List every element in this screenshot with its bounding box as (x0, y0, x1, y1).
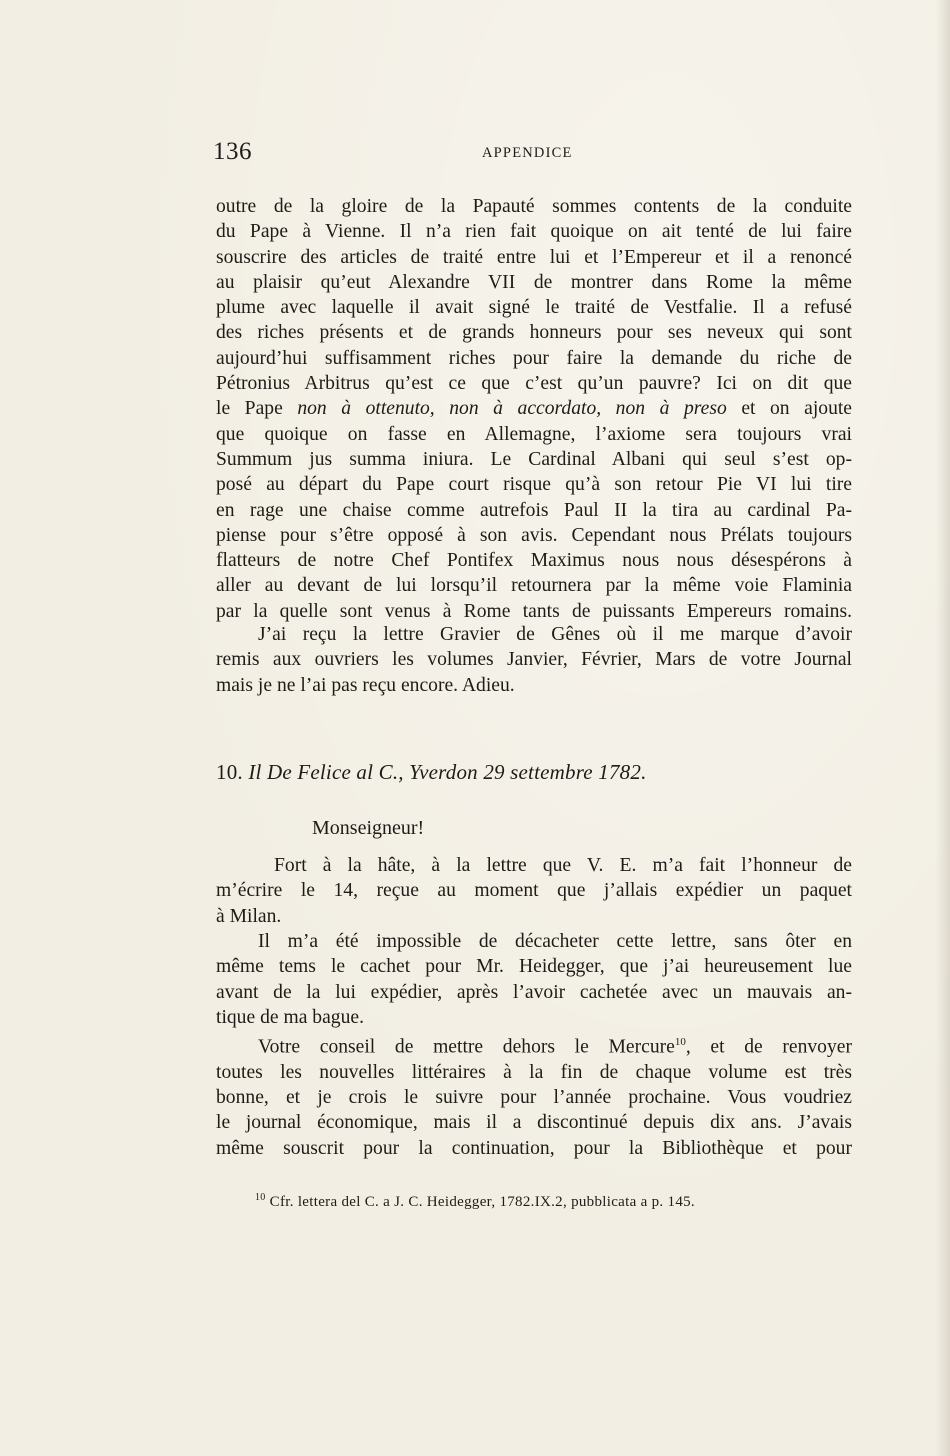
text-line: Pétronius Arbitrus qu’est ce que c’est qu’un pauvre? Ici on dit que (216, 373, 852, 395)
italic-phrase: non à ottenuto, non à accordato, non à preso (297, 398, 727, 420)
text-segment: le Pape (216, 398, 283, 420)
text-line: outre de la gloire de la Papauté sommes contents de la conduite (216, 196, 852, 217)
text-line: remis aux ouvriers les volumes Janvier, Février, Mars de votre Journal (216, 649, 852, 671)
text-line: m’écrire le 14, reçue au moment que j’allais expédier un paquet (216, 880, 852, 902)
text-line: aujourd’hui suffisamment riches pour faire la demande du riche de (216, 347, 852, 369)
salutation: Monseigneur! (312, 817, 425, 839)
text-line: posé au départ du Pape court risque qu’à son retour Pie VI lui tire (216, 474, 852, 496)
text-line: Il m’a été impossible de décacheter cette lettre, sans ôter en (258, 931, 852, 952)
text-line-with-footnote (216, 1030, 852, 1060)
running-head: APPENDICE (482, 145, 573, 161)
page-number: 136 (213, 138, 252, 165)
text-line: avant de la lui expédier, après l’avoir cachetée avec un mauvais an- (216, 981, 852, 1003)
page-edge-shadow (936, 0, 950, 1456)
text-line: flatteurs de notre Chef Pontifex Maximus nous nous désespérons à (216, 550, 852, 572)
text-segment: et on ajoute (741, 398, 853, 420)
text-line: aller au devant de lui lorsqu’il retournera par la même voie Flaminia (216, 575, 852, 597)
footnote-marker: 10 (255, 1192, 266, 1203)
footnote-text: Cfr. lettera del C. a J. C. Heidegger, 1782.IX.2, pubblicata a p. 145. (269, 1194, 695, 1210)
text-line: Summum jus summa iniura. Le Cardinal Albani qui seul s’est op- (216, 448, 852, 470)
footnote (255, 1192, 695, 1211)
text-line: tique de ma bague. (216, 1006, 364, 1028)
text-line: mais je ne l’ai pas reçu encore. Adieu. (216, 674, 515, 696)
text-segment: Votre conseil de mettre dehors le Mercure (258, 1036, 675, 1058)
paragraph (216, 622, 852, 698)
text-line: bonne, et je crois le suivre pour l’année prochaine. Vous voudriez (216, 1087, 852, 1109)
paragraph-continuation (216, 194, 852, 624)
text-line: au plaisir qu’eut Alexandre VII de montrer dans Rome la même (216, 271, 852, 293)
text-line: souscrire des articles de traité entre lui et l’Empereur et il a renoncé (216, 246, 852, 268)
text-line: le journal économique, mais il a discontinué depuis dix ans. J’avais (216, 1112, 852, 1134)
letter-number: 10. (216, 760, 243, 784)
text-line: par la quelle sont venus à Rome tants de puissants Empereurs romains. (216, 600, 852, 622)
paragraph (216, 929, 852, 1030)
text-line: du Pape à Vienne. Il n’a rien fait quoique on ait tenté de lui faire (216, 221, 852, 243)
text-line: toutes les nouvelles littéraires à la fin de chaque volume est très (216, 1061, 852, 1083)
footnote-reference: 10 (674, 1036, 686, 1048)
text-line: J’ai reçu la lettre Gravier de Gênes où il me marque d’avoir (258, 624, 852, 645)
text-line: même tems le cachet pour Mr. Heidegger, que j’ai heureusement lue (216, 956, 852, 978)
paragraph (216, 853, 852, 929)
letter-heading (216, 760, 647, 785)
text-segment: , et de renvoyer (685, 1036, 852, 1058)
letter-title: Il De Felice al C., Yverdon 29 settembre 1782. (248, 760, 647, 784)
text-line: à Milan. (216, 905, 282, 927)
text-line: en rage une chaise comme autrefois Paul II la tira au cardinal Pa- (216, 499, 852, 521)
text-line: piense pour s’être opposé à son avis. Cependant nous Prélats toujours (216, 524, 852, 546)
text-line: des riches présents et de grands honneurs pour ses neveux qui sont (216, 322, 852, 344)
text-line: même souscrit pour la continuation, pour la Bibliothèque et pour (216, 1137, 852, 1159)
text-line: Fort à la hâte, à la lettre que V. E. m’a fait l’honneur de (274, 855, 852, 876)
text-line: plume avec laquelle il avait signé le traité de Vestfalie. Il a refusé (216, 297, 852, 319)
paragraph (216, 1030, 852, 1161)
text-line: que quoique on fasse en Allemagne, l’axiome sera toujours vrai (216, 423, 852, 445)
text-line-mixed (216, 396, 852, 421)
